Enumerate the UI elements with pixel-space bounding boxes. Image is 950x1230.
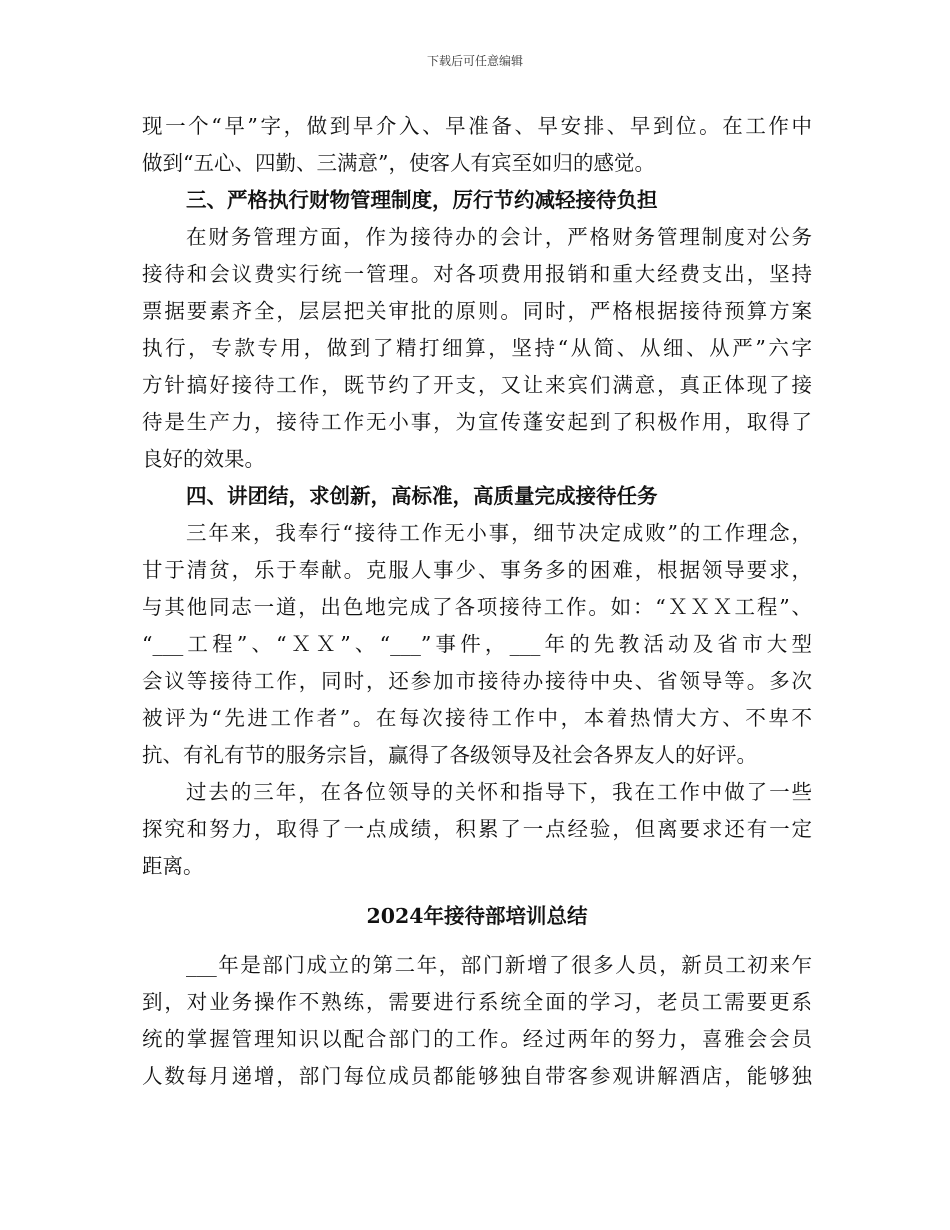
paragraph-line: 统的掌握管理知识以配合部门的工作。经过两年的努力，喜雅会会员 [142, 1027, 812, 1051]
paragraph-line: 被评为“先进工作者”。在每次接待工作中，本着热情大方、不卑不 [142, 706, 812, 730]
paragraph-line: 到，对业务操作不熟练，需要进行系统全面的学习，老员工需要更系 [142, 990, 812, 1014]
paragraph-line: 甘于清贫，乐于奉献。克服人事少、事务多的困难，根据领导要求， [142, 558, 812, 582]
paragraph-line: 方针搞好接待工作，既节约了开支，又让来宾们满意，真正体现了接 [142, 373, 812, 397]
paragraph-line: “___工程”、“ＸＸ”、“___”事件，___年的先教活动及省市大型 [142, 632, 812, 656]
paragraph-line: 三年来，我奉行“接待工作无小事，细节决定成败”的工作理念， [186, 521, 812, 545]
paragraph-line: 人数每月递增，部门每位成员都能够独自带客参观讲解酒店，能够独 [142, 1064, 812, 1088]
section-heading-3: 三、严格执行财物管理制度，厉行节约减轻接待负担 [186, 188, 658, 212]
paragraph-line: 距离。 [142, 854, 204, 878]
paragraph-line: 接待和会议费实行统一管理。对各项费用报销和重大经费支出，坚持 [142, 262, 812, 286]
paragraph-line: 会议等接待工作，同时，还参加市接待办接待中央、省领导等。多次 [142, 669, 812, 693]
document-title: 2024年接待部培训总结 [366, 904, 588, 928]
paragraph-line: ___年是部门成立的第二年，部门新增了很多人员，新员工初来乍 [186, 953, 812, 977]
paragraph-line: 现一个“早”字，做到早介入、早准备、早安排、早到位。在工作中 [142, 114, 812, 138]
paragraph-line: 抗、有礼有节的服务宗旨，赢得了各级领导及社会各界友人的好评。 [142, 743, 757, 767]
section-heading-4: 四、讲团结，求创新，高标准，高质量完成接待任务 [186, 484, 658, 508]
paragraph-line: 执行，专款专用，做到了精打细算，坚持“从简、从细、从严”六字 [142, 336, 812, 360]
paragraph-line: 在财务管理方面，作为接待办的会计，严格财务管理制度对公务 [186, 225, 812, 249]
document-body [142, 108, 812, 1095]
paragraph-line: 过去的三年，在各位领导的关怀和指导下，我在工作中做了一些 [186, 780, 812, 804]
paragraph-line: 做到“五心、四勤、三满意”，使客人有宾至如归的感觉。 [142, 151, 655, 175]
paragraph-line: 待是生产力，接待工作无小事，为宣传蓬安起到了积极作用，取得了 [142, 410, 812, 434]
paragraph-line: 探究和努力，取得了一点成绩，积累了一点经验，但离要求还有一定 [142, 817, 812, 841]
paragraph-line: 与其他同志一道，出色地完成了各项接待工作。如：“ＸＸＸ工程”、 [142, 595, 812, 619]
paragraph-line: 良好的效果。 [142, 447, 265, 471]
page-header: 下载后可任意编辑 [426, 54, 523, 68]
paragraph-line: 票据要素齐全，层层把关审批的原则。同时，严格根据接待预算方案 [142, 299, 812, 323]
